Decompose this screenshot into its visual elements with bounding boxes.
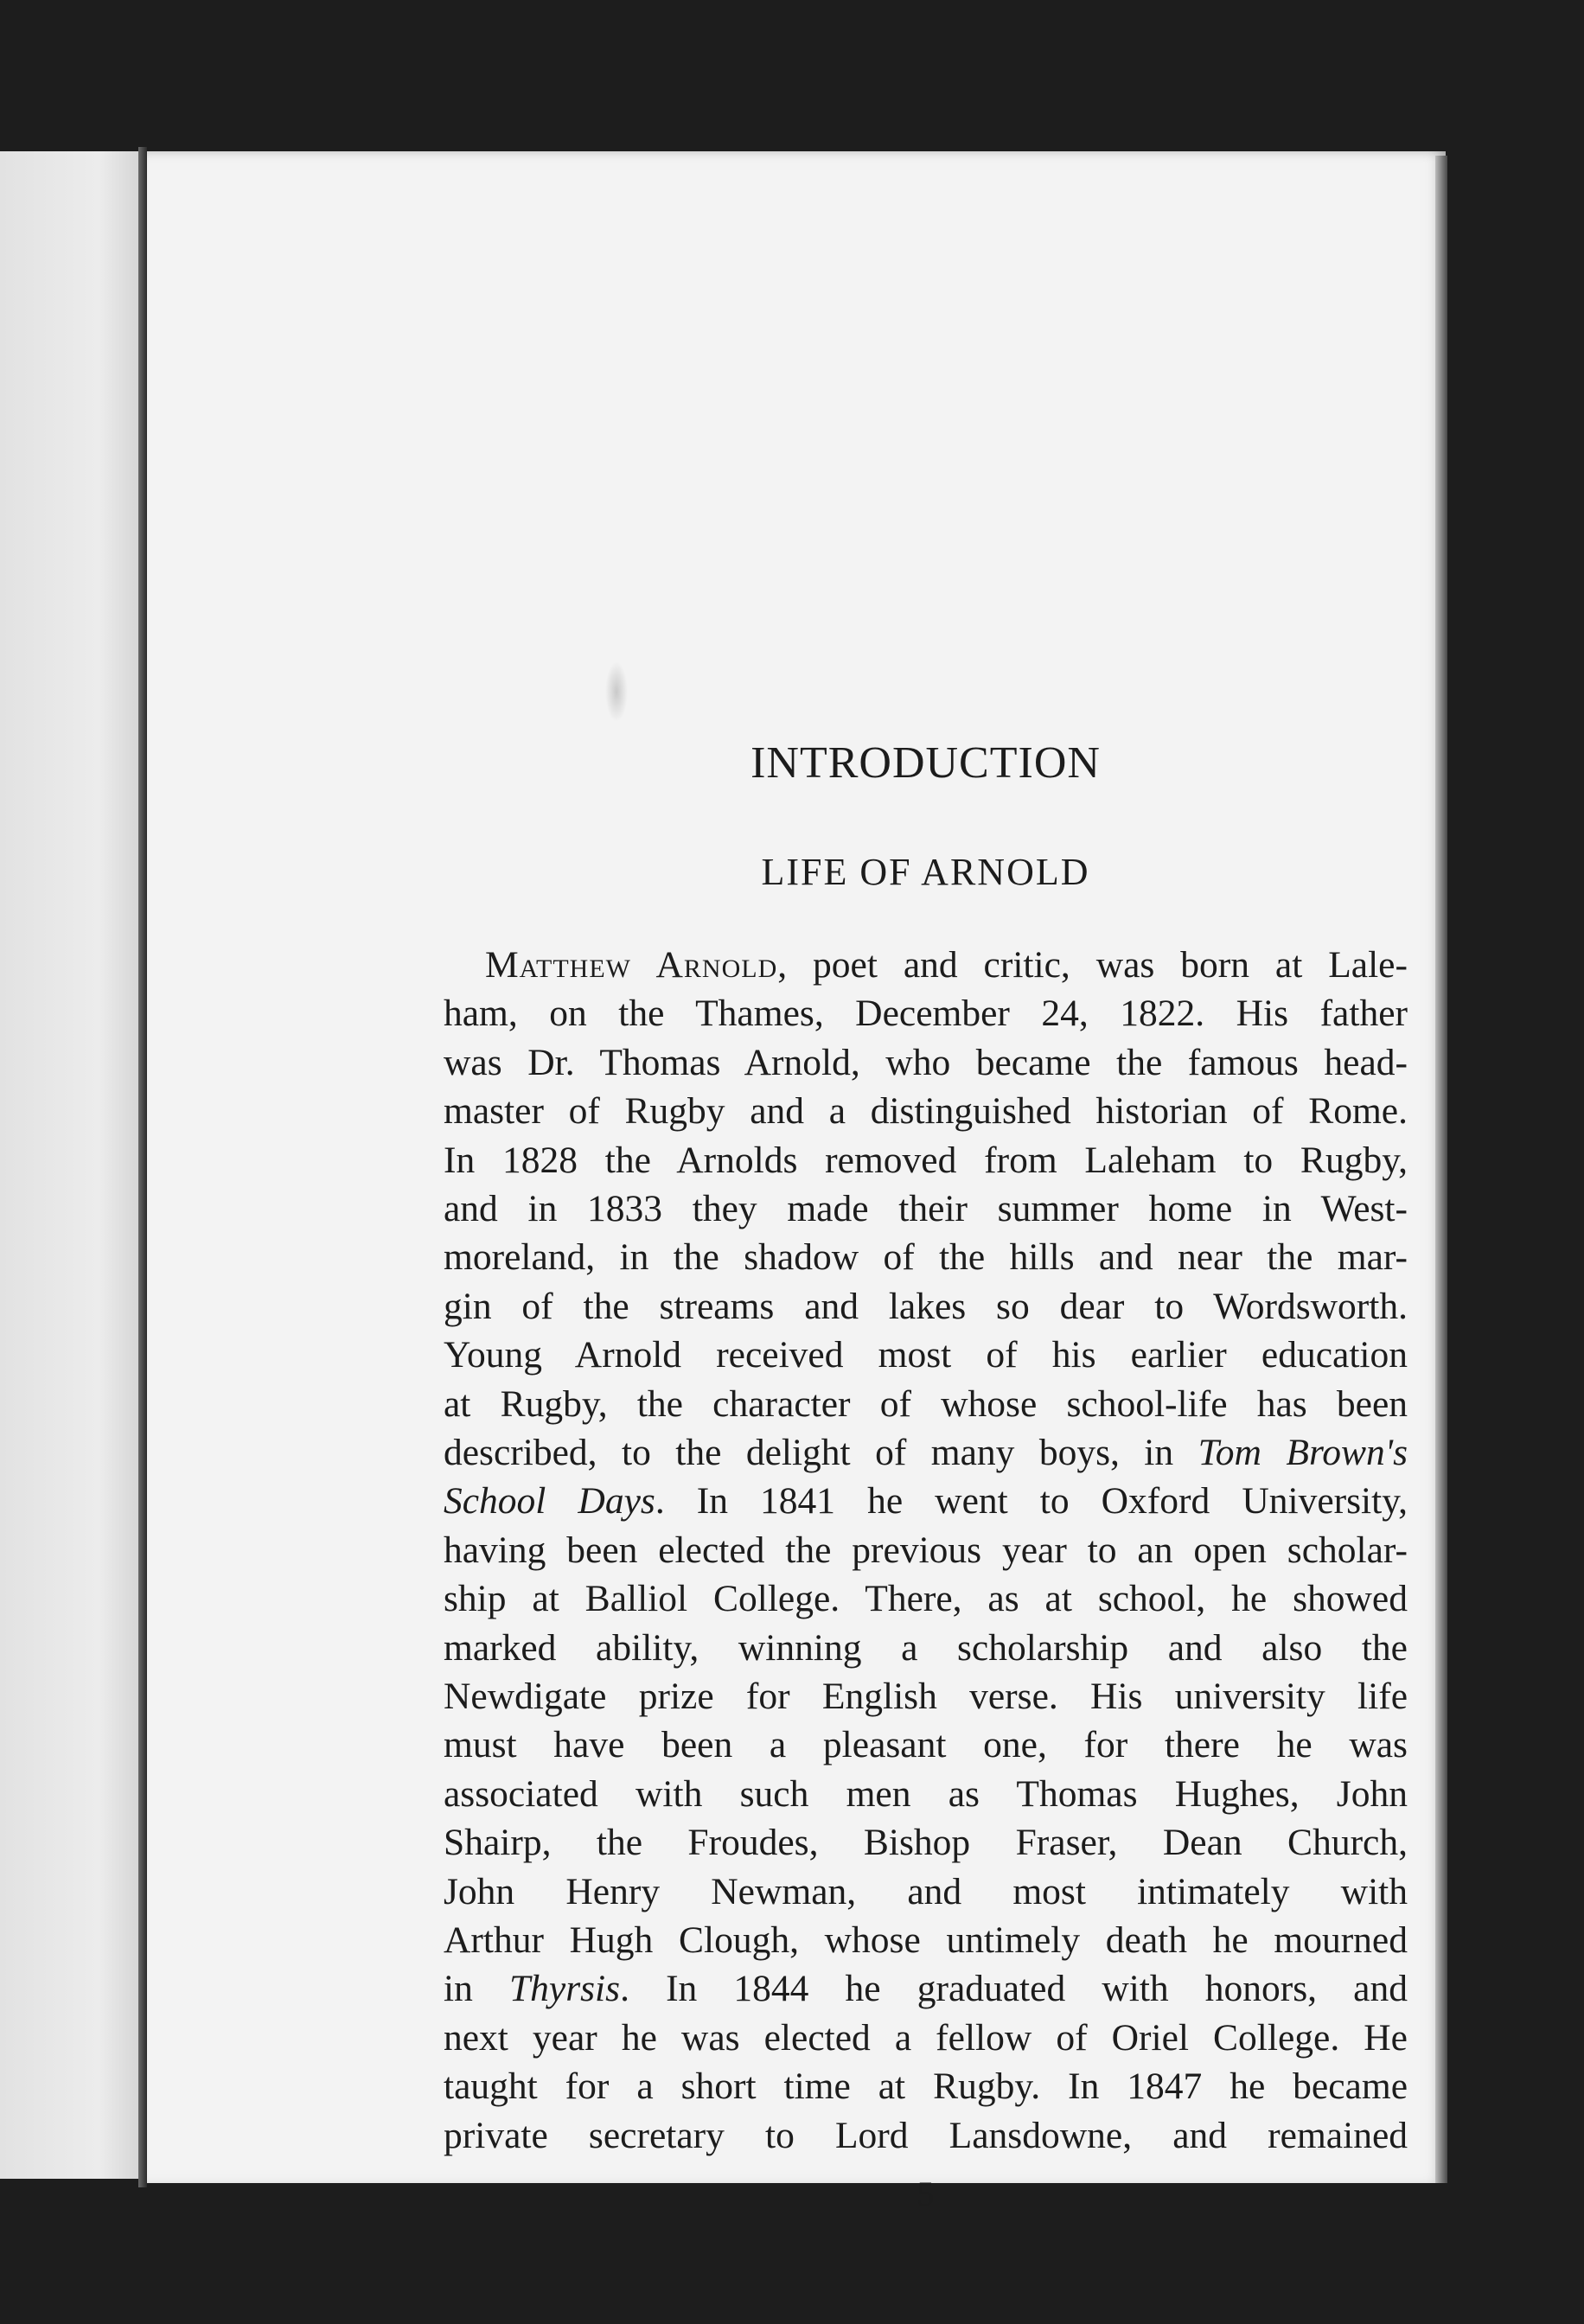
text-run: having been elected the previous year to an open scholar- <box>444 1529 1408 1571</box>
text-run: next year he was elected a fellow of Oriel College. He <box>444 2016 1408 2059</box>
book-gutter <box>138 147 147 2187</box>
text-line <box>444 941 1408 989</box>
text-line <box>444 1818 1408 1867</box>
text-run: . In 1844 he graduated with honors, and <box>620 1968 1408 2010</box>
text-line <box>444 1964 1408 2013</box>
text-run: described, to the delight of many boys, in <box>444 1432 1198 1473</box>
text-run: gin of the streams and lakes so dear to Wordsworth. <box>444 1285 1408 1327</box>
text-run: In 1828 the Arnolds removed from Laleham to Rugby, <box>444 1139 1408 1181</box>
text-line <box>444 1233 1408 1281</box>
text-line <box>444 1477 1408 1525</box>
text-line <box>444 1624 1408 1672</box>
right-page-edge <box>1435 156 1447 2183</box>
text-line <box>444 1184 1408 1233</box>
text-run: was Dr. Thomas Arnold, who became the famous head- <box>444 1041 1408 1083</box>
text-line <box>444 1770 1408 1818</box>
text-run: in <box>444 1968 509 2010</box>
page-number: 5 <box>917 2174 935 2213</box>
page-smudge <box>605 661 628 722</box>
text-line <box>444 1721 1408 1769</box>
text-run: Shairp, the Froudes, Bishop Fraser, Dean Church, <box>444 1822 1408 1864</box>
text-run: . In 1841 he went to Oxford University, <box>655 1480 1408 1523</box>
text-run: Arthur Hugh Clough, whose untimely death he mourned <box>444 1919 1408 1961</box>
text-run: must have been a pleasant one, for there he was <box>444 1724 1408 1766</box>
text-run: ship at Balliol College. There, as at school, he showed <box>444 1578 1408 1620</box>
text-run: John Henry Newman, and most intimately with <box>444 1870 1408 1912</box>
text-run: Young Arnold received most of his earlier education <box>444 1334 1408 1376</box>
text-run: , poet and critic, was born at Lale- <box>777 944 1408 986</box>
text-run: associated with such men as Thomas Hughes, John <box>444 1772 1408 1815</box>
text-line <box>444 2062 1408 2110</box>
text-line <box>444 1282 1408 1331</box>
text-run: and in 1833 they made their summer home in West- <box>444 1188 1408 1229</box>
chapter-heading: INTRODUCTION <box>750 738 1101 788</box>
text-line <box>444 2014 1408 2062</box>
text-line <box>444 989 1408 1038</box>
text-run: private secretary to Lord Lansdowne, and remained <box>444 2114 1408 2156</box>
text-line <box>444 2111 1408 2160</box>
text-line <box>444 1526 1408 1574</box>
text-run: Newdigate prize for English verse. His university life <box>444 1676 1408 1717</box>
text-line <box>444 1574 1408 1623</box>
text-run: master of Rugby and a distinguished historian of Rome. <box>444 1090 1408 1133</box>
italic-title: Thyrsis <box>508 1968 621 2010</box>
text-line <box>444 1136 1408 1184</box>
text-line <box>444 1672 1408 1721</box>
text-run: taught for a short time at Rugby. In 1847 he became <box>444 2065 1408 2108</box>
book-page <box>147 151 1446 2213</box>
text-line <box>444 1916 1408 1964</box>
author-name: Matthew Arnold <box>485 944 778 986</box>
text-line <box>444 1331 1408 1379</box>
text-run: ham, on the Thames, December 24, 1822. His father <box>444 993 1408 1035</box>
text-line <box>444 1380 1408 1428</box>
text-run: marked ability, winning a scholarship and also the <box>444 1626 1408 1669</box>
italic-title: School Days <box>444 1480 655 1523</box>
text-line <box>444 1087 1408 1135</box>
section-heading: LIFE OF ARNOLD <box>761 851 1090 893</box>
italic-title: Tom Brown's <box>1198 1432 1408 1473</box>
text-line <box>444 1428 1408 1477</box>
text-line <box>444 1868 1408 1916</box>
text-line <box>444 1038 1408 1087</box>
text-run: moreland, in the shadow of the hills and near the mar- <box>444 1236 1408 1279</box>
text-run: at Rugby, the character of whose school-life has been <box>444 1382 1408 1425</box>
left-page-edge <box>0 151 144 2179</box>
